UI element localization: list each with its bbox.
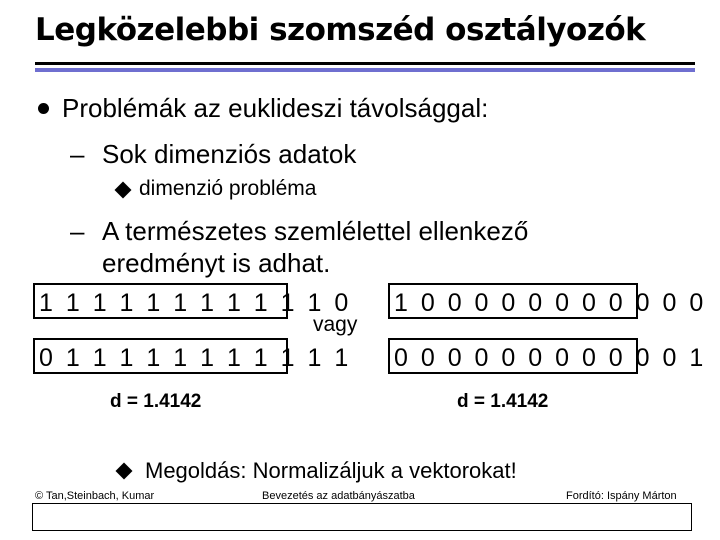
distance-left: d = 1.4142 (110, 391, 202, 412)
dash-marker: – (70, 139, 85, 169)
vector-box-right-2: 0 0 0 0 0 0 0 0 0 0 0 1 (388, 338, 638, 374)
diamond-bullet-icon (116, 463, 133, 480)
sub-bullet-counterintuitive-line1: A természetes szemlélettel ellenkező (102, 216, 529, 246)
dash-marker: – (70, 216, 85, 246)
vector-box-right-1: 1 0 0 0 0 0 0 0 0 0 0 0 (388, 283, 638, 319)
vector-box-left-2: 0 1 1 1 1 1 1 1 1 1 1 1 (33, 338, 288, 374)
diamond-bullet-icon (115, 182, 132, 199)
footer-translator: Fordító: Ispány Márton (566, 490, 677, 502)
vector-box-left-1: 1 1 1 1 1 1 1 1 1 1 1 0 (33, 283, 288, 319)
sub-sub-bullet-dim-problem: dimenzió probléma (139, 177, 317, 200)
footer-copyright: © Tan,Steinbach, Kumar (35, 490, 155, 502)
title-rule-black (35, 62, 695, 65)
slide-title: Legközelebbi szomszéd osztályozók (35, 12, 646, 48)
distance-right: d = 1.4142 (457, 391, 549, 412)
bullet-dot-icon (38, 103, 49, 114)
footer-course: Bevezetés az adatbányászatba (262, 490, 415, 502)
title-rule-blue (35, 68, 695, 72)
sub-bullet-high-dim: Sok dimenziós adatok (102, 139, 357, 169)
solution-bullet: Megoldás: Normalizáljuk a vektorokat! (145, 458, 517, 483)
or-label: vagy (313, 313, 358, 336)
bullet-problems: Problémák az euklideszi távolsággal: (62, 93, 489, 123)
footer-box (32, 503, 692, 531)
sub-bullet-counterintuitive-line2: eredményt is adhat. (102, 248, 331, 278)
